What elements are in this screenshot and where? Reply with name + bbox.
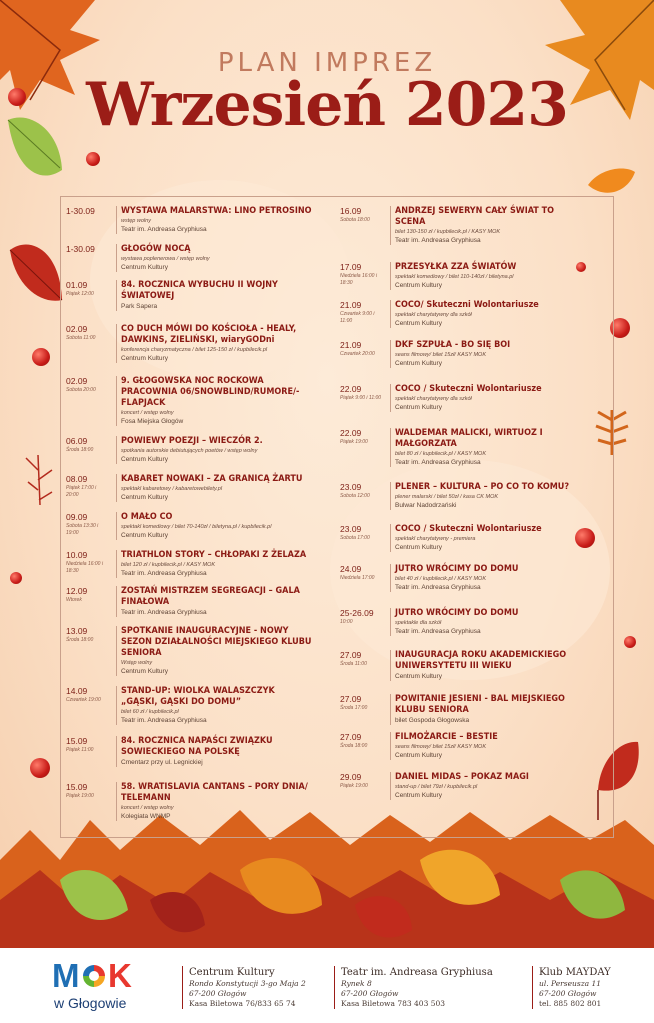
- event-date-block: [340, 564, 384, 582]
- event-day-time: Sobota 20:00: [66, 387, 96, 393]
- event-info: spektakl komediowy / bilet 110-140zł / biletyna.pl: [395, 274, 514, 280]
- logo-circle-icon: [83, 965, 105, 987]
- venue-phone: Kasa Biletowa 783 403 503: [341, 999, 446, 1008]
- venue-city: 67-200 Głogów: [341, 989, 399, 998]
- event-date: 06.09: [66, 436, 88, 446]
- event-day-time: Czwartek 19:00: [66, 697, 101, 703]
- event-day-time: Piątek 9:00 i 11:00: [340, 395, 382, 401]
- event-venue: Centrum Kultury: [395, 320, 442, 327]
- event-info: bilet 120 zł / kupbilecik.pl / KASY MOK: [121, 562, 216, 568]
- event-date-block: [66, 244, 110, 255]
- event-date: 27.09: [340, 694, 362, 704]
- event-details: [116, 280, 312, 311]
- event-date-block: [66, 736, 110, 754]
- event-details: [116, 512, 312, 540]
- venue-address: Rondo Konstytucji 3-go Maja 2: [189, 979, 306, 988]
- event-details: [390, 524, 572, 552]
- event-day-time: Sobota 12:00: [340, 493, 370, 499]
- event-date: 21.09: [340, 300, 362, 310]
- event-date: 22.09: [340, 428, 362, 438]
- event-details: [116, 324, 312, 363]
- event-title: DANIEL MIDAS – POKAZ MAGI: [395, 772, 529, 782]
- event-title: STAND-UP: WIOLKA WALASZCZYK „GĄSKI, GĄSKI DO DOMU”: [121, 686, 275, 707]
- event-venue: Teatr im. Andreasa Gryphiusa: [121, 570, 207, 577]
- event-day-time: Czwartek 9:00 i 11:00: [340, 311, 375, 324]
- event-date: 08.09: [66, 474, 88, 484]
- event-date-block: [66, 474, 110, 499]
- event-date: 09.09: [66, 512, 88, 522]
- event-date: 1-30.09: [66, 244, 95, 254]
- event-title: 58. WRATISLAVIA CANTANS – PORY DNIA/ TELEMANN: [121, 782, 308, 803]
- event-details: [390, 340, 572, 368]
- event-date: 24.09: [340, 564, 362, 574]
- logo-letter-m: M: [52, 957, 80, 994]
- event-date: 21.09: [340, 340, 362, 350]
- event-details: [116, 474, 312, 502]
- event-date: 27.09: [340, 650, 362, 660]
- event-date-block: [66, 550, 110, 575]
- event-title: DKF SZPUŁA - BO SIĘ BOI: [395, 340, 511, 350]
- event-title: PLENER – KULTURA – PO CO TO KOMU?: [395, 482, 570, 492]
- event-venue: Centrum Kultury: [121, 264, 168, 271]
- event-details: [390, 428, 572, 467]
- event-day-time: Piątek 19:00: [66, 793, 94, 799]
- event-date: 1-30.09: [66, 206, 95, 216]
- event-day-time: Sobota 17:00: [340, 535, 370, 541]
- event-venue: Centrum Kultury: [395, 360, 442, 367]
- event-details: [390, 772, 572, 800]
- event-title: WYSTAWA MALARSTWA: LINO PETROSINO: [121, 206, 312, 216]
- event-title: POWIEWY POEZJI – WIECZÓR 2.: [121, 436, 263, 446]
- event-day-time: Środa 11:00: [340, 661, 367, 667]
- event-info: plener malarski / bilet 50zł / kasa CK MOK: [395, 494, 499, 500]
- event-date: 15.09: [66, 782, 88, 792]
- event-info: wstęp wolny: [121, 218, 151, 224]
- event-details: [116, 626, 312, 676]
- event-info: spektakl charytatywny dla szkół: [395, 396, 472, 402]
- berry-decoration: [32, 348, 50, 366]
- event-date-block: [340, 482, 384, 500]
- event-day-time: Środa 18:00: [66, 637, 94, 643]
- event-title: ANDRZEJ SEWERYN CAŁY ŚWIAT TO SCENA: [395, 206, 555, 227]
- event-title: FILMOŻARCIE – BESTIE: [395, 732, 498, 742]
- event-details: [390, 206, 572, 245]
- event-info: stand-up / bilet 79zł / kupbilecik.pl: [395, 784, 478, 790]
- event-date-block: [66, 280, 110, 298]
- event-venue: Bulwar Nadodrzański: [395, 502, 457, 509]
- venue-phone: Kasa Biletowa 76/833 65 74: [189, 999, 296, 1008]
- event-date: 01.09: [66, 280, 88, 290]
- event-date: 22.09: [340, 384, 362, 394]
- event-day-time: Piątek 19:00: [340, 439, 368, 445]
- event-day-time: Środa 17:00: [340, 705, 368, 711]
- event-date-block: [340, 384, 384, 402]
- event-venue: Centrum Kultury: [121, 668, 168, 675]
- event-date-block: [340, 772, 384, 790]
- event-info: koncert / wstęp wolny: [121, 410, 174, 416]
- event-date: 27.09: [340, 732, 362, 742]
- event-venue: Park Sapera: [121, 303, 158, 310]
- event-info: bilet 130-150 zł / kupbilecik.pl / KASY MOK: [395, 229, 501, 235]
- event-date-block: [340, 428, 384, 446]
- event-date-block: [340, 608, 384, 626]
- event-date: 02.09: [66, 376, 88, 386]
- event-date-block: [340, 340, 384, 358]
- event-day-time: Sobota 18:00: [340, 217, 370, 223]
- venue-city: 67-200 Głogów: [189, 989, 247, 998]
- event-title: COCO / Skuteczni Wolontariusze: [395, 384, 542, 394]
- event-details: [390, 564, 572, 592]
- event-date: 13.09: [66, 626, 88, 636]
- event-details: [116, 782, 312, 821]
- venue-name: Klub MAYDAY: [539, 967, 611, 978]
- event-title: O MAŁO CO: [121, 512, 173, 522]
- event-info: konferencja charyzmatyczna / bilet 125-150 zł / kupbilecik.pl: [121, 347, 268, 353]
- event-details: [390, 384, 572, 412]
- event-details: [390, 732, 572, 760]
- event-date-block: [66, 686, 110, 704]
- event-title: ZOSTAŃ MISTRZEM SEGREGACJI – GALA FINAŁOWA: [121, 586, 300, 607]
- event-details: [390, 650, 572, 681]
- event-title: 84. ROCZNICA NAPAŚCI ZWIĄZKU SOWIECKIEGO NA POLSKĘ: [121, 736, 273, 757]
- mok-logo: [44, 957, 174, 1017]
- event-title: JUTRO WRÓCIMY DO DOMU: [395, 608, 519, 618]
- event-day-time: Środa 18:00: [66, 447, 94, 453]
- venue-teatr: [334, 966, 493, 1009]
- event-details: [116, 736, 312, 767]
- event-details: [390, 694, 572, 725]
- venue-name: Centrum Kultury: [189, 967, 275, 978]
- event-date-block: [340, 732, 384, 750]
- berry-decoration: [86, 152, 100, 166]
- event-day-time: 10:00: [340, 619, 353, 625]
- venue-address: Rynek 8: [341, 979, 372, 988]
- event-date: 02.09: [66, 324, 88, 334]
- event-day-time: Piątek 17:00 i 20:00: [66, 485, 97, 498]
- event-details: [116, 376, 312, 426]
- event-info: bilet 40 zł / kupbilecik.pl / KASY MOK: [395, 576, 486, 582]
- event-title: COCO/ Skuteczni Wolontariusze: [395, 300, 539, 310]
- event-date-block: [340, 206, 384, 224]
- venue-name: Teatr im. Andreasa Gryphiusa: [341, 967, 493, 978]
- event-title: CO DUCH MÓWI DO KOŚCIOŁA - HEALY, DAWKINS, ZIELIŃSKI, wiaryGODni: [121, 324, 297, 345]
- event-venue: Centrum Kultury: [121, 456, 168, 463]
- event-date: 12.09: [66, 586, 88, 596]
- event-venue: Teatr im. Andreasa Gryphiusa: [121, 226, 207, 233]
- event-day-time: Piątek 11:00: [66, 747, 94, 753]
- event-details: [116, 586, 312, 617]
- event-venue: Teatr im. Andreasa Gryphiusa: [121, 609, 207, 616]
- event-details: [116, 686, 312, 725]
- event-venue: Centrum Kultury: [395, 404, 442, 411]
- event-date: 14.09: [66, 686, 88, 696]
- event-info: spektakl kabaretowy / kabaretowebilety.pl: [121, 486, 223, 492]
- event-venue: Centrum Kultury: [121, 355, 168, 362]
- event-info: Wstęp wolny: [121, 660, 153, 666]
- event-date-block: [66, 436, 110, 454]
- event-venue: Teatr im. Andreasa Gryphiusa: [395, 459, 481, 466]
- logo-letter-k: K: [108, 957, 132, 994]
- event-date-block: [340, 524, 384, 542]
- event-date: 15.09: [66, 736, 88, 746]
- event-date-block: [66, 206, 110, 217]
- event-date: 16.09: [340, 206, 362, 216]
- event-title: SPOTKANIE INAUGURACYJNE - NOWY SEZON DZIAŁALNOŚCI MIEJSKIEGO KLUBU SENIORA: [121, 626, 312, 658]
- event-title: COCO / Skuteczni Wolontariusze: [395, 524, 542, 534]
- event-date: 23.09: [340, 482, 362, 492]
- event-venue: Centrum Kultury: [121, 494, 168, 501]
- event-day-time: Sobota 11:00: [66, 335, 96, 341]
- berry-decoration: [10, 572, 22, 584]
- berry-decoration: [30, 758, 50, 778]
- event-info: koncert / wstęp wolny: [121, 805, 174, 811]
- berry-decoration: [624, 636, 636, 648]
- event-title: PRZESYŁKA ZZA ŚWIATÓW: [395, 262, 517, 272]
- event-title: KABARET NOWAKI – ZA GRANICĄ ŻARTU: [121, 474, 303, 484]
- event-details: [116, 206, 312, 234]
- event-details: [390, 608, 572, 636]
- event-date-block: [66, 324, 110, 342]
- event-info: spektakle dla szkół: [395, 620, 442, 626]
- event-venue: Teatr im. Andreasa Gryphiusa: [395, 628, 481, 635]
- event-day-time: Środa 18:00: [340, 743, 368, 749]
- event-info: bilet 80 zł / kupbilecik.pl / KASY MOK: [395, 451, 486, 457]
- poster-subtitle: PLAN IMPREZ: [217, 48, 437, 78]
- event-venue: Centrum Kultury: [395, 673, 442, 680]
- event-venue: Teatr im. Andreasa Gryphiusa: [395, 237, 481, 244]
- venue-phone: tel. 885 802 801: [539, 999, 602, 1008]
- event-date-block: [340, 300, 384, 325]
- event-date-block: [66, 782, 110, 800]
- event-venue: Teatr im. Andreasa Gryphiusa: [395, 584, 481, 591]
- event-date: 23.09: [340, 524, 362, 534]
- event-title: POWITANIE JESIENI - BAL MIEJSKIEGO KLUBU SENIORA: [395, 694, 565, 715]
- event-day-time: Piątek 12:00: [66, 291, 94, 297]
- event-day-time: Piątek 19:00: [340, 783, 368, 789]
- event-info: wystawa poplenerowa / wstęp wolny: [121, 256, 210, 262]
- event-details: [116, 550, 312, 578]
- venue-city: 67-200 Głogów: [539, 989, 597, 998]
- event-info: spektakl charytatywny - premiera: [395, 536, 476, 542]
- event-date-block: [66, 586, 110, 604]
- event-details: [390, 262, 572, 290]
- event-venue: Kolegiata WNMP: [121, 813, 171, 820]
- event-title: TRIATHLON STORY – CHŁOPAKI Z ŻELAZA: [121, 550, 307, 560]
- event-details: [390, 300, 572, 328]
- event-info: spektakl komediowy / bilet 70-140zł / biletyna.pl / kupbilecik.pl: [121, 524, 272, 530]
- event-title: 9. GŁOGOWSKA NOC ROCKOWA PRACOWNIA 06/SNOWBLIND/RUMORE/-FLAPJACK: [121, 376, 300, 408]
- event-date-block: [340, 262, 384, 287]
- event-venue: Centrum Kultury: [395, 544, 442, 551]
- event-day-time: Niedziela 17:00: [340, 575, 375, 581]
- event-info: spektakl charytatywny dla szkół: [395, 312, 472, 318]
- event-venue: Fosa Miejska Głogów: [121, 418, 184, 425]
- event-venue: Centrum Kultury: [121, 532, 168, 539]
- event-day-time: Wtorek: [66, 597, 82, 603]
- event-date: 29.09: [340, 772, 362, 782]
- event-date-block: [66, 626, 110, 644]
- event-date: 10.09: [66, 550, 88, 560]
- event-date: 17.09: [340, 262, 362, 272]
- event-day-time: Niedziela 16:00 i 18:30: [340, 273, 377, 286]
- event-date-block: [66, 512, 110, 537]
- event-details: [390, 482, 572, 510]
- event-venue: Centrum Kultury: [395, 752, 442, 759]
- event-details: [116, 436, 312, 464]
- event-venue: Teatr im. Andreasa Gryphiusa: [121, 717, 207, 724]
- event-info: seans filmowy/ bilet 15zł/ KASY MOK: [395, 744, 486, 750]
- event-title: WALDEMAR MALICKI, WIRTUOZ I MAŁGORZATA: [395, 428, 543, 449]
- event-title: JUTRO WRÓCIMY DO DOMU: [395, 564, 519, 574]
- event-date-block: [340, 694, 384, 712]
- event-venue: Centrum Kultury: [395, 282, 442, 289]
- logo-subtitle: w Głogowie: [54, 995, 127, 1011]
- venue-address: ul. Perseusza 11: [539, 979, 602, 988]
- event-day-time: Sobota 13:30 i 19:00: [66, 523, 99, 536]
- event-title: INAUGURACJA ROKU AKADEMICKIEGO UNIWERSYTETU III WIEKU: [395, 650, 567, 671]
- event-day-time: Czwartek 20:00: [340, 351, 375, 357]
- venue-centrum-kultury: [182, 966, 306, 1009]
- event-title: GŁOGÓW NOCĄ: [121, 244, 191, 254]
- event-venue: Centrum Kultury: [395, 792, 442, 799]
- event-day-time: Niedziela 16:00 i 18:30: [66, 561, 103, 574]
- event-venue: bilet Gospoda Głogowska: [395, 717, 470, 724]
- event-venue: Cmentarz przy ul. Legnickiej: [121, 759, 203, 766]
- event-date-block: [66, 376, 110, 394]
- event-title: 84. ROCZNICA WYBUCHU II WOJNY ŚWIATOWEJ: [121, 280, 278, 301]
- poster-title: Wrzesień 2023: [86, 70, 568, 140]
- venue-klub-mayday: [532, 966, 611, 1009]
- event-info: bilet 60 zł / kupbilecik.pl: [121, 709, 179, 715]
- event-date: 25-26.09: [340, 608, 374, 618]
- event-details: [116, 244, 312, 272]
- event-info: seans filmowy/ bilet 15zł/ KASY MOK: [395, 352, 486, 358]
- event-info: spotkania autorskie debiutujących poetów / wstęp wolny: [121, 448, 258, 454]
- event-date-block: [340, 650, 384, 668]
